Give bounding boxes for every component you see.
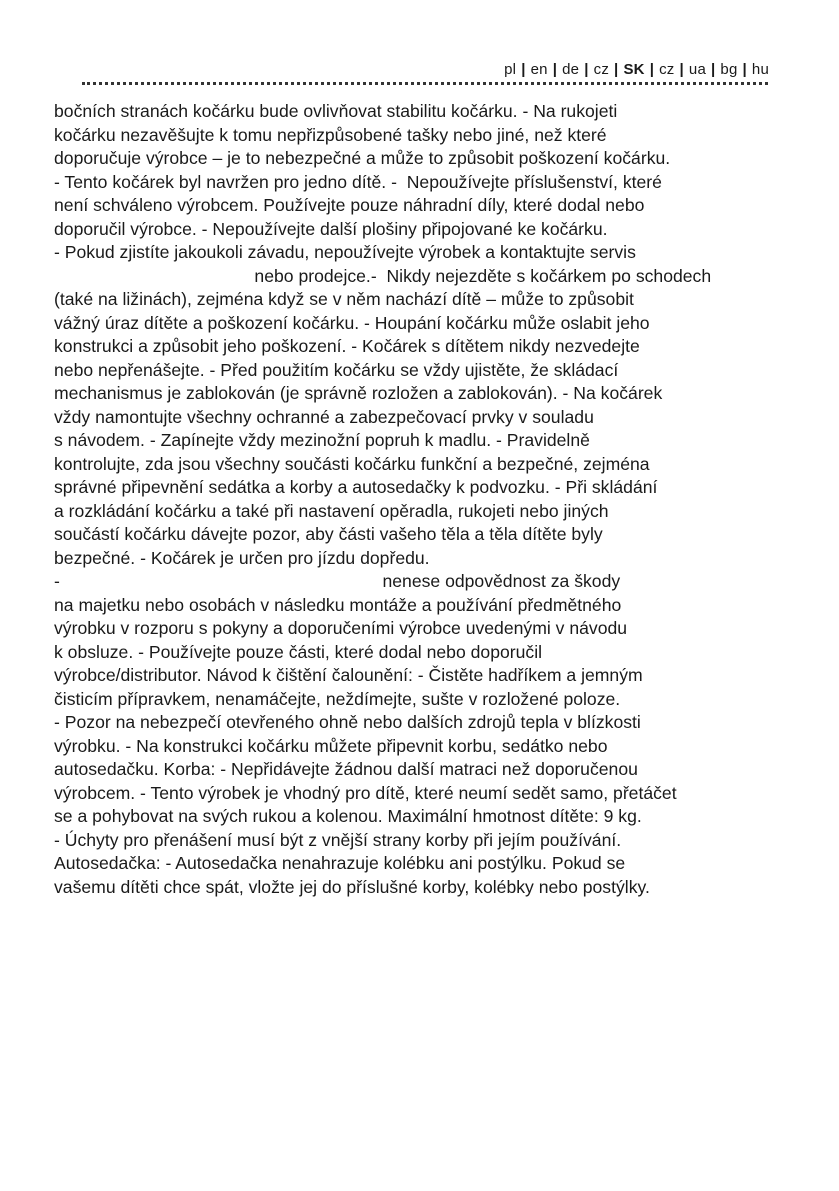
lang-link-cz-2[interactable]: cz <box>659 61 675 78</box>
text-line: - nenese odpovědnost za škody <box>54 571 621 591</box>
lang-link-de[interactable]: de <box>562 61 580 78</box>
lang-separator: | <box>742 61 747 78</box>
text-line: s návodem. - Zapínejte vždy mezinožní popruh k madlu. - Pravidelně <box>54 430 590 450</box>
lang-link-en[interactable]: en <box>530 61 548 78</box>
text-line: bočních stranách kočárku bude ovlivňovat stabilitu kočárku. - Na rukojeti <box>54 101 618 121</box>
text-line: správné připevnění sedátka a korby a autosedačky k podvozku. - Při skládání <box>54 477 658 497</box>
text-line: konstrukci a způsobit jeho poškození. - Kočárek s dítětem nikdy nezvedejte <box>54 336 640 356</box>
lang-separator: | <box>679 61 684 78</box>
lang-link-cz[interactable]: cz <box>593 61 610 78</box>
text-line: není schváleno výrobcem. Používejte pouze náhradní díly, které dodal nebo <box>54 195 645 215</box>
lang-separator: | <box>649 61 655 78</box>
text-line: - Pozor na nebezpečí otevřeného ohně nebo dalších zdrojů tepla v blízkosti <box>54 712 641 732</box>
text-line: kočárku nezavěšujte k tomu nepřizpůsobené tašky nebo jiné, než které <box>54 124 607 145</box>
text-line: na majetku nebo osobách v následku montáže a používání předmětného <box>54 594 622 615</box>
text-line: nebo prodejce.- Nikdy nejezděte s kočárkem po schodech <box>54 265 712 286</box>
text-line: vždy namontujte všechny ochranné a zabezpečovací prvky v souladu <box>54 406 594 427</box>
text-line: - Pokud zjistíte jakoukoli závadu, nepoužívejte výrobek a kontaktujte servis <box>54 242 636 262</box>
text-line: doporučil výrobce. - Nepoužívejte další plošiny připojované ke kočárku. <box>54 218 608 239</box>
lang-link-hu[interactable]: hu <box>751 61 769 78</box>
lang-separator: | <box>614 61 619 78</box>
lang-separator: | <box>711 61 716 78</box>
lang-link-sk-active[interactable]: SK <box>623 61 645 78</box>
text-line: - Tento kočárek byl navržen pro jedno dítě. - Nepoužívejte příslušenství, které <box>54 171 662 192</box>
text-line: (také na ližinách), zejména když se v něm nachází dítě – může to způsobit <box>54 289 634 309</box>
lang-link-pl[interactable]: pl <box>504 61 517 78</box>
text-line: mechanismus je zablokován (je správně rozložen a zablokován). - Na kočárek <box>54 383 663 403</box>
text-line: čisticím přípravkem, nenamáčejte, neždímejte, sušte v rozložené poloze. <box>54 688 621 709</box>
manual-body-text <box>54 100 834 899</box>
header-divider <box>82 82 768 85</box>
text-line: výrobku. - Na konstrukci kočárku můžete připevnit korbu, sedátko nebo <box>54 735 608 756</box>
text-line: autosedačku. Korba: - Nepřidávejte žádnou další matraci než doporučenou <box>54 759 638 779</box>
text-line: nebo nepřenášejte. - Před použitím kočárku se vždy ujistěte, že skládací <box>54 359 619 380</box>
text-line: výrobce/distributor. Návod k čištění čalounění: - Čistěte hadříkem a jemným <box>54 665 643 685</box>
text-line: a rozkládání kočárku a také při nastavení opěradla, rukojeti nebo jiných <box>54 500 609 521</box>
text-line: se a pohybovat na svých rukou a kolenou. Maximální hmotnost dítěte: 9 kg. <box>54 806 642 826</box>
text-line: výrobcem. - Tento výrobek je vhodný pro dítě, které neumí sedět samo, přetáčet <box>54 782 677 803</box>
text-line: výrobku v rozporu s pokyny a doporučeními výrobce uvedenými v návodu <box>54 618 628 638</box>
lang-link-ua[interactable]: ua <box>688 61 706 78</box>
text-line: kontrolujte, zda jsou všechny součásti kočárku funkční a bezpečné, zejména <box>54 453 650 474</box>
language-selector <box>504 60 769 80</box>
lang-separator: | <box>584 61 589 78</box>
text-line: součástí kočárku dávejte pozor, aby části vašeho těla a těla dítěte byly <box>54 524 603 544</box>
lang-separator: | <box>552 61 558 78</box>
text-line: k obsluze. - Používejte pouze části, které dodal nebo doporučil <box>54 641 543 662</box>
text-line: bezpečné. - Kočárek je určen pro jízdu dopředu. <box>54 547 430 568</box>
lang-separator: | <box>521 61 526 78</box>
text-line: vážný úraz dítěte a poškození kočárku. - Houpání kočárku může oslabit jeho <box>54 312 650 333</box>
text-line: - Úchyty pro přenášení musí být z vnější strany korby při jejím používání. <box>54 829 622 850</box>
text-line: doporučuje výrobce – je to nebezpečné a může to způsobit poškození kočárku. <box>54 148 671 168</box>
text-line: Autosedačka: - Autosedačka nenahrazuje kolébku ani postýlku. Pokud se <box>54 853 626 873</box>
text-line: vašemu dítěti chce spát, vložte jej do příslušné korby, kolébky nebo postýlky. <box>54 876 650 897</box>
lang-link-bg[interactable]: bg <box>720 61 738 78</box>
